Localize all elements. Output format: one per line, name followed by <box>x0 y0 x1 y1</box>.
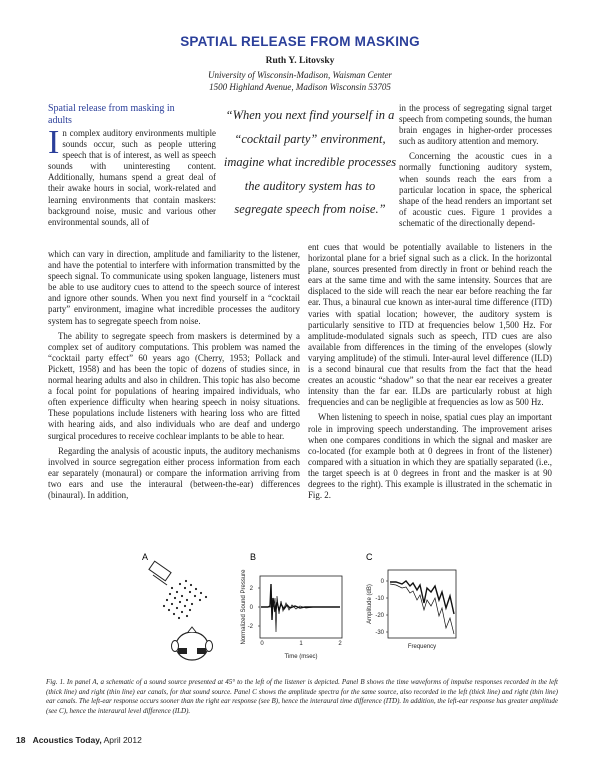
affiliation-line-2: 1500 Highland Avenue, Madison Wisconsin 53705 <box>209 82 391 92</box>
paragraph-c2-1: in the process of segregating signal target speech from competing sounds, the human brain engages in higher-order processes such as auditory attention and memory. <box>399 103 552 147</box>
panel-c-label: C <box>366 552 373 562</box>
paragraph-c2-2: Concerning the acoustic cues in a normally functioning auditory system, when sounds reach the ears from a particular location in space, the spherical shape of the head renders an important set of acoustic cues. Figure 1 provides a schematic of the directionally depend- <box>399 151 552 228</box>
c-ylabel: Amplitude (dB) <box>367 584 373 624</box>
affiliation-line-1: University of Wisconsin-Madison, Waisman Center <box>208 70 392 80</box>
b-ytick-label: 2 <box>249 586 253 592</box>
paragraph-intro-continued: which can vary in direction, amplitude and familiarity to the listener, and have the potential to interfere with information transmitted by the speech signal. To communicate using spoken language, listeners must be able to use auditory cues to attend to the speech source of interest and ignore other sounds. When you next find yourself in a “cocktail party” environment, imagine what incredible processes the auditory system has to segregate speech from noise. <box>48 249 300 326</box>
b-xtick-label: 1 <box>299 641 303 647</box>
speaker-icon <box>149 561 171 585</box>
sound-wave-dots <box>163 580 207 619</box>
c-ytick-label: -20 <box>375 613 384 619</box>
b-ytick-label: -2 <box>247 624 253 630</box>
panel-a-label: A <box>142 552 149 562</box>
b-ylabel: Normalized Sound Pressure <box>241 569 247 645</box>
c-ytick-label: -30 <box>375 630 384 636</box>
paragraph-intro <box>48 124 216 228</box>
b-xlabel: Time (msec) <box>284 654 318 660</box>
paragraph-auditory-mechanisms: Regarding the analysis of acoustic inputs, the auditory mechanisms involved in source segregation either process information from each ear separately (monaural) or compare the information arriving from two ears and use the interaural (between-the-ear) differences (binaural). In addition, <box>48 445 300 500</box>
paragraph-speech-in-noise: When listening to speech in noise, spatial cues play an important role in improving speech understanding. The improvement arises when one compares conditions in which the signal and masker are co-located (for example both at 0 degrees in front of the listener) compared with a situation in which they are spatially separated (i.e., the target speech is at 0 degrees in front and the masker is at 90 degrees to the right). This example is illustrated in the schematic in Fig. 2. <box>308 412 552 501</box>
page-footer <box>16 735 142 745</box>
author-name: Ruth Y. Litovsky <box>265 56 335 66</box>
c-ytick-label: 0 <box>380 579 384 585</box>
b-xtick-label: 2 <box>338 641 342 647</box>
column-1-top <box>48 124 216 232</box>
issue-date: April 2012 <box>103 735 142 745</box>
column-1-lower <box>48 249 300 505</box>
c-xlabel: Frequency <box>407 644 437 650</box>
listener-head-icon <box>172 627 213 660</box>
paragraph-intro-text: n complex auditory environments multiple sounds occur, such as people uttering speech that is of interest, as well as speech sounds with uninteresting content. Additionally, humans spend a great deal of their awake hours in social, work-related and learning environments that contain maskers: background noise, music and various other environmental sounds, all of <box>48 128 216 227</box>
c-ytick-label: -10 <box>375 596 384 602</box>
b-ytick-label: 0 <box>249 605 253 611</box>
pull-quote: “When you next find yourself in a “cocktail party” environment, imagine what incredible processes the auditory system has to segregate speech from noise.” <box>223 108 397 216</box>
figure-1 <box>140 548 460 670</box>
panel-b-label: B <box>250 552 257 562</box>
article-title: SPATIAL RELEASE FROM MASKING <box>180 34 420 49</box>
column-2-lower <box>308 242 552 505</box>
page-number: 18 <box>16 735 26 745</box>
figure-caption: Fig. 1. In panel A, a schematic of a sound source presented at 45° to the left of the listener is depicted. Panel B shows the time waveforms of impulse responses recorded in the left (thick line) and right (thin line) ear canals, for that sound source. Panel C shows the amplitude spectra for the same source, also recorded in the left (thick line) and right (thin line) ear canals. The left-ear response occurs sooner than the right ear response (see B), hence the interaural time difference (ITD). In addition, the left-ear response has greater amplitude (see C), hence the interaural level difference (ILD). <box>46 678 558 715</box>
section-heading: Spatial release from masking in adults <box>48 103 175 126</box>
paragraph-cues-continued: ent cues that would be potentially available to listeners in the horizontal plane for a brief signal such as a click. In the horizontal plane, sources presented from directly in front or behind reach the ears at the same time and with the same intensity. Sources that are displaced to the side will reach the near ear before reaching the far ear. Thus, a binaural cue known as inter-aural time difference (ITD) varies with spatial location; however, the auditory system is particularly sensitive to ITD at frequencies below 1,500 Hz. For amplitude-modulated signals such as speech, ITD cues are also available from differences in the timing of the envelopes (slowly varying amplitude) of the stimuli. Inter-aural level difference (ILD) is a second binaural cue that results from the fact that the head creates an acoustic “shadow” so that the near ear receives a greater intensity than the far ear. ILDs are particularly robust at high frequencies and can be negligible at frequencies as low as 500 Hz. <box>308 242 552 408</box>
column-2-top <box>399 103 552 233</box>
left-ear-spectrum <box>390 581 454 614</box>
drop-cap: I <box>48 124 60 161</box>
b-xtick-label: 0 <box>260 641 264 647</box>
left-ear-waveform <box>261 584 340 620</box>
journal-name: Acoustics Today, <box>32 735 102 745</box>
paragraph-cocktail-party: The ability to segregate speech from maskers is determined by a complex set of auditory computations. This problem was named the “cocktail party effect” 60 years ago (Cherry, 1953; Pollack and Pickett, 1958) and has been the topic of dozens of studies since, in normal hearing adults and also in children. This topic has also become a focal point for populations of hearing impaired individuals, who often experience difficulty when hearing speech in noisy situations. These populations include listeners with hearing loss who are fitted with hearing aids, and also individuals who are deaf and undergo surgical procedures to receive cochlear implants to be able to hear. <box>48 330 300 441</box>
